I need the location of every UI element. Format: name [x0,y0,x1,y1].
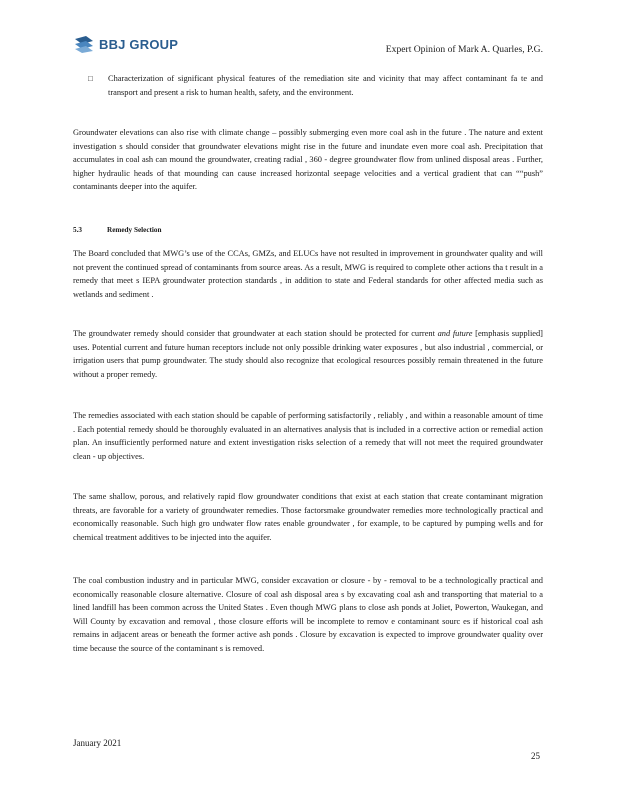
paragraph-remedies-associated [73,409,543,463]
document-header-title: Expert Opinion of Mark A. Quarles, P.G. [385,44,543,55]
paragraph-text-segment: [emphasis supplied] uses. Potential current and future human receptors include not only possible drinking water exposures , but also industrial , commercial, or irrigation users that pump groundwater. The study should also recognize that ecological resources possibly remain threatened in the future without a proper remedy. [73,329,543,379]
bullet-item [88,72,543,99]
bullet-glyph-icon: □ [88,74,93,83]
paragraph-groundwater-remedy [73,327,543,381]
paragraph-shallow-porous [73,490,543,544]
emphasized-text: and future [437,329,473,338]
paragraph-text: Groundwater elevations can also rise with climate change – possibly submerging even more coal ash in the future . The nature and extent investigation s should consider that groundwater elevations might rise in the future and inundate even more coal ash. Precipitation that accumulates in coal ash can mound the groundwater, creating radial , 360 - degree groundwater flow from unlined disposal areas . Further, higher hydraulic heads of that mounding can cause increased horizontal seepage velocities and a vertical gradient that can ““push” contaminants deeper into the aquifer. [73,128,543,192]
paragraph-text: The Board concluded that MWG’s use of the CCAs, GMZs, and ELUCs have not resulted in improvement in groundwater quality and will not prevent the continued spread of contaminants from source areas. As a result, MWG is required to complete other actions tha t result in a remedy that meet s IEPA groundwater protection standards , in addition to state and Federal standards for other affected media such as wetlands and sediment . [73,249,543,299]
section-number: 5.3 [73,226,82,234]
section-heading [73,226,162,234]
bullet-text: Characterization of significant physical features of the remediation site and vicinity that may affect contaminant fa te and transport and present a risk to human health, safety, and the environment. [108,74,543,97]
company-logo [73,34,178,54]
logo-text: BBJ GROUP [99,36,179,52]
paragraph-text [73,327,543,381]
paragraph-groundwater-elevations [73,126,543,194]
section-title: Remedy Selection [107,226,162,234]
paragraph-text: The remedies associated with each station should be capable of performing satisfactorily , reliably , and within a reasonable amount of time . Each potential remedy should be thoroughly evaluated in an alternatives analysis that is included in a corrective action or remedial action plan. An insufficiently performed nature and extent investigation risks selection of a remedy that will not meet the required groundwater clean - up objectives. [73,411,543,461]
paragraph-text: The coal combustion industry and in particular MWG, consider excavation or closure - by - removal to be a technologically practical and economically reasonable closure alternative. Closure of coal ash disposal area s by excavating coal ash and transporting that material to a lined landfill has been common across the United States . Even though MWG plans to close ash ponds at Joliet, Powerton, Waukegan, and Will County by excavation and removal , those closure efforts will be incomplete to remov e contaminant sourc es if historical coal ash remains in adjacent areas or beneath the former active ash ponds . Closure by excavation is expected to improve groundwater quality over time because the source of the contaminant s is removed. [73,576,543,653]
paragraph-board-concluded [73,247,543,301]
logo-mark-icon [73,35,95,53]
paragraph-coal-combustion [73,574,543,656]
footer-date: January 2021 [73,738,122,748]
paragraph-text: The same shallow, porous, and relatively rapid flow groundwater conditions that exist at each station that create contaminant migration threats, are favorable for a variety of groundwater remedies. Those factorsmake groundwater remedies more technologically practical and economically reasonable. Such high gro undwater flow rates enable groundwater , for example, to be captured by pumping wells and for chemical treatment additives to be injected into the aquifer. [73,492,543,542]
page-number: 25 [531,751,540,761]
paragraph-text-segment: The groundwater remedy should consider that groundwater at each station should be protected for current [73,329,438,338]
